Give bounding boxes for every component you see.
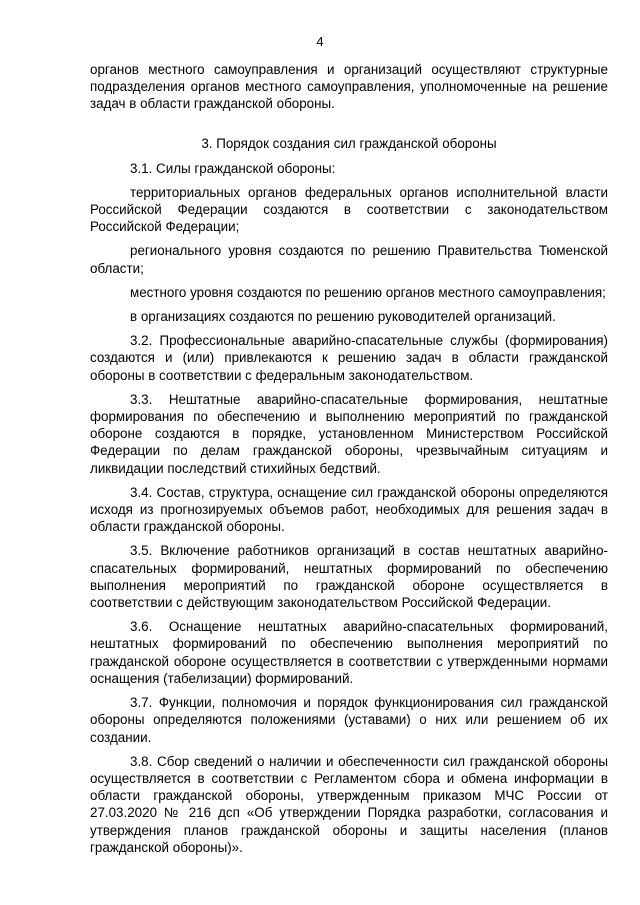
paragraph-continuation: органов местного самоуправления и организаций осуществляют структурные подразделения органов местного самоуправления, уполномоченные на решение задач в области гражданской обороны. bbox=[90, 62, 608, 112]
section-title: 3. Порядок создания сил гражданской обороны bbox=[201, 135, 497, 151]
paragraph-3-8: 3.8. Сбор сведений о наличии и обеспеченности сил гражданской обороны осуществляется в соответствии с Регламентом сбора и обмена информации в области гражданской обороны, утвержденным приказом МЧС России от 27.03.2020 № 216 дсп «Об утверждении Порядка разработки, согласования и утверждения планов гражданской обороны и защиты населения (планов гражданской обороны)». bbox=[90, 753, 608, 855]
paragraph-3-7: 3.7. Функции, полномочия и порядок функционирования сил гражданской обороны определяются положениями (уставами) о них или решением об их создании. bbox=[90, 695, 608, 745]
paragraph-3-1-local: местного уровня создаются по решению органов местного самоуправления; bbox=[130, 284, 606, 300]
document-body bbox=[90, 61, 608, 863]
paragraph-3-4: 3.4. Состав, структура, оснащение сил гражданской обороны определяются исходя из прогнозируемых объемов работ, необходимых для решения задач в области гражданской обороны. bbox=[90, 484, 608, 535]
paragraph-3-1: 3.1. Силы гражданской обороны: bbox=[130, 160, 336, 176]
paragraph-3-1-territorial: территориальных органов федеральных органов исполнительной власти Российской Федерации создаются в соответствии с законодательством Российской Федерации; bbox=[90, 184, 608, 235]
paragraph-3-1-regional: регионального уровня создаются по решению Правительства Тюменской области; bbox=[90, 243, 608, 276]
paragraph-3-3: 3.3. Нештатные аварийно-спасательные формирования, нештатные формирования по обеспечению и выполнению мероприятий по гражданской обороне создаются в порядке, установленном Министерством Российской Федерации по делам гражданской обороны, чрезвычайным ситуациям и ликвидации последствий стихийных бедствий. bbox=[90, 391, 608, 476]
paragraph-3-6: 3.6. Оснащение нештатных аварийно-спасательных формирований, нештатных формирований по обеспечению выполнения мероприятий по гражданской обороне осуществляется в соответствии с утвержденными нормами оснащения (табелизации) формирований. bbox=[90, 619, 608, 686]
paragraph-3-2: 3.2. Профессиональные аварийно-спасательные службы (формирования) создаются и (или) привлекаются к решению задач в области гражданской обороны в соответствии с федеральным законодательством. bbox=[90, 333, 608, 383]
paragraph-3-1-organizations: в организациях создаются по решению руководителей организаций. bbox=[130, 309, 556, 325]
paragraph-3-5: 3.5. Включение работников организаций в состав нештатных аварийно-спасательных формирований, нештатных формирований по обеспечению выполнения мероприятий по гражданской обороне осуществляется в соответствии с действующим законодательством Российской Федерации. bbox=[90, 543, 608, 611]
page-number: 4 bbox=[316, 34, 324, 49]
